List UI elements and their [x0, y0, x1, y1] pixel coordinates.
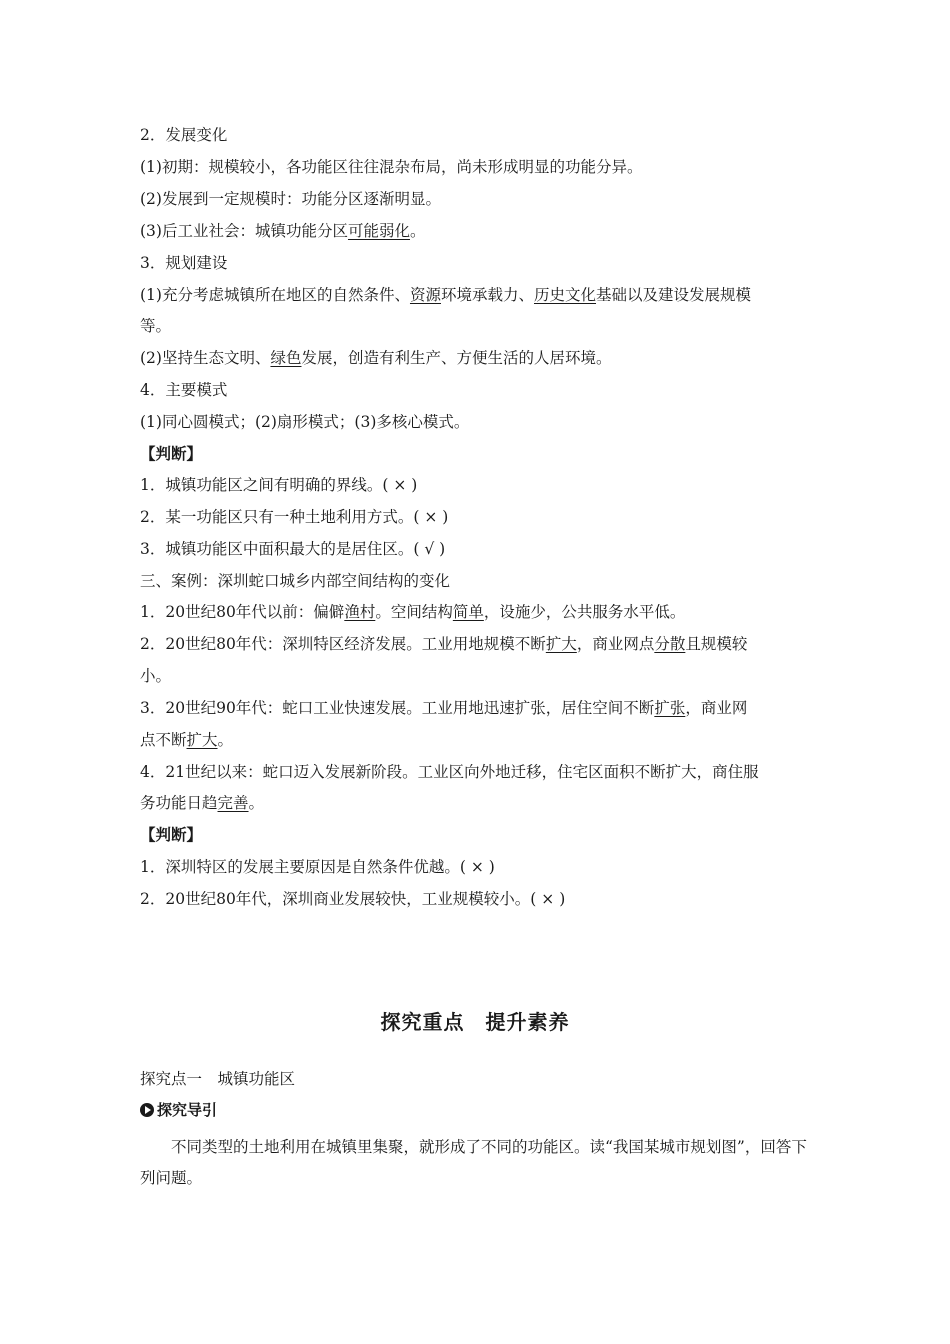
- answer-blank: 扩大: [186, 731, 218, 749]
- judge-label: 【判断】: [140, 826, 203, 844]
- text-line: (1)同心圆模式；(2)扇形模式；(3)多核心模式。: [140, 413, 470, 431]
- text: 发展，创造有利生产、方便生活的人居环境。: [301, 349, 612, 367]
- text: 点不断: [140, 731, 187, 749]
- judge-item: 1．城镇功能区之间有明确的界线。( × ): [140, 476, 418, 494]
- text: 3．20世纪90年代：蛇口工业快速发展。工业用地迅速扩张，居住空间不断: [140, 699, 655, 717]
- intro-paragraph: 不同类型的土地利用在城镇里集聚，就形成了不同的功能区。读“我国某城市规划图”，回答下列问题。: [140, 1138, 807, 1187]
- text: 。: [217, 731, 234, 749]
- text-line: (1)初期：规模较小，各功能区往往混杂布局，尚未形成明显的功能分异。: [140, 158, 643, 176]
- sub-title: 探究点一 城镇功能区: [140, 1070, 296, 1088]
- text-line: 4．21世纪以来：蛇口迈入发展新阶段。工业区向外地迁移，住宅区面积不断扩大，商住服: [140, 763, 759, 781]
- judge-item: 1．深圳特区的发展主要原因是自然条件优越。( × ): [140, 858, 495, 876]
- text: (3)后工业社会：城镇功能分区: [140, 222, 348, 240]
- text: (2)坚持生态文明、: [140, 349, 271, 367]
- text: 。: [248, 794, 265, 812]
- answer-blank: 绿色: [270, 349, 302, 367]
- text-line: 小。: [140, 667, 172, 685]
- text: 务功能日趋: [140, 794, 218, 812]
- text: 。: [409, 222, 426, 240]
- answer-blank: 分散: [654, 635, 686, 653]
- judge-item: 2．某一功能区只有一种土地利用方式。( × ): [140, 508, 449, 526]
- text-line: [140, 633, 820, 655]
- text: (1)充分考虑城镇所在地区的自然条件、: [140, 286, 410, 304]
- text: ，商业网点: [576, 635, 655, 653]
- heading-case: 三、案例：深圳蛇口城乡内部空间结构的变化: [140, 572, 451, 590]
- text-line: 等。: [140, 317, 172, 335]
- text: 环境承载力、: [440, 286, 534, 304]
- text-line: [140, 601, 820, 623]
- heading-modes: 4．主要模式: [140, 381, 228, 399]
- text-line: [140, 792, 820, 814]
- answer-blank: 资源: [409, 286, 441, 304]
- text: 2．20世纪80年代：深圳特区经济发展。工业用地规模不断: [140, 635, 546, 653]
- answer-blank: 历史文化: [534, 286, 597, 304]
- text-line: (2)发展到一定规模时：功能分区逐渐明显。: [140, 190, 441, 208]
- text: 且规模较: [685, 635, 748, 653]
- heading-planning: 3．规划建设: [140, 254, 228, 272]
- text: ，商业网: [685, 699, 748, 717]
- answer-blank: 扩张: [654, 699, 686, 717]
- text-line: [140, 729, 820, 751]
- text-line: [140, 284, 820, 306]
- text: 基础以及建设发展规模: [596, 286, 752, 304]
- heading-development: 2．发展变化: [140, 126, 228, 144]
- text-line: [140, 220, 820, 242]
- text: 1．20世纪80年代以前：偏僻: [140, 603, 345, 621]
- answer-blank: 可能弱化: [347, 222, 410, 240]
- text-line: [140, 347, 820, 369]
- answer-blank: 扩大: [545, 635, 577, 653]
- text: ，设施少，公共服务水平低。: [483, 603, 686, 621]
- answer-blank: 渔村: [344, 603, 376, 621]
- guide-label: 探究导引: [157, 1101, 218, 1119]
- section-title: 探究重点 提升素养: [380, 1010, 570, 1034]
- judge-item: 3．城镇功能区中面积最大的是居住区。( √ ): [140, 540, 446, 558]
- play-circle-icon: [140, 1103, 154, 1117]
- answer-blank: 简单: [452, 603, 484, 621]
- text: 。空间结构: [375, 603, 453, 621]
- judge-item: 2．20世纪80年代，深圳商业发展较快，工业规模较小。( × ): [140, 890, 566, 908]
- judge-label: 【判断】: [140, 445, 203, 463]
- guide-heading: [140, 1099, 217, 1121]
- text-line: [140, 697, 820, 719]
- answer-blank: 完善: [217, 794, 249, 812]
